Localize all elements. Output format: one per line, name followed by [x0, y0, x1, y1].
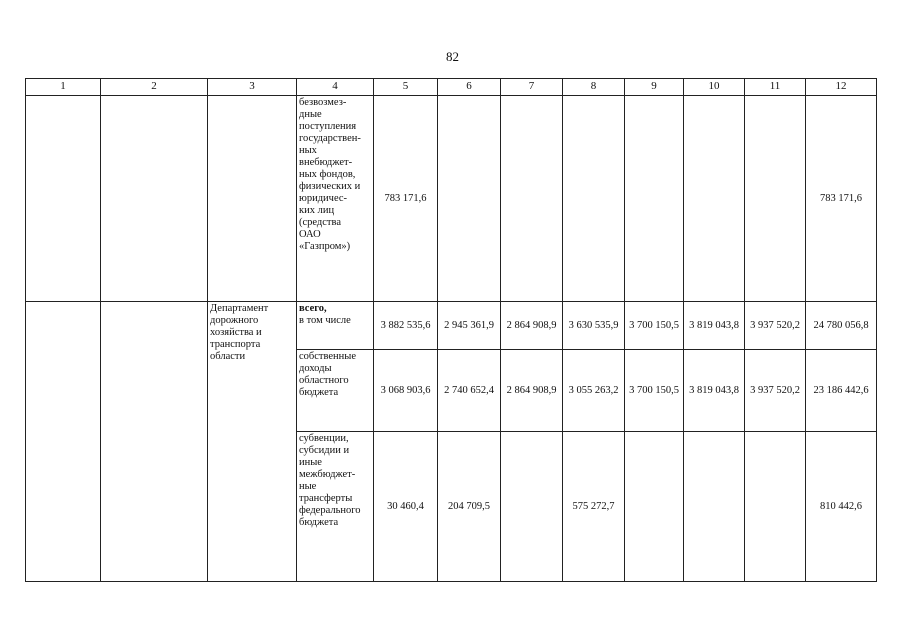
column-header: 3: [208, 79, 297, 96]
total-label: всего,: [299, 303, 327, 314]
value-cell: [684, 96, 745, 302]
column-header: 8: [563, 79, 625, 96]
cell-col2: [101, 302, 208, 582]
funding-source-cell: [297, 302, 374, 350]
total-value-cell: 23 186 442,6: [806, 350, 877, 432]
value-cell: [501, 96, 563, 302]
funding-source-text: собственные доходы областного бюджета: [299, 351, 357, 398]
funding-source-cell: [297, 350, 374, 432]
value-cell: 3 068 903,6: [374, 350, 438, 432]
value-cell: 783 171,6: [374, 96, 438, 302]
table-row: [26, 302, 877, 350]
value-cell: 2 945 361,9: [438, 302, 501, 350]
column-header: 11: [745, 79, 806, 96]
department-name: Департамент дорожного хозяйства и транспорта области: [210, 303, 269, 362]
total-value-cell: 24 780 056,8: [806, 302, 877, 350]
value-cell: [563, 96, 625, 302]
value-cell: 3 700 150,5: [625, 350, 684, 432]
total-value-cell: 783 171,6: [806, 96, 877, 302]
value-cell: [625, 96, 684, 302]
value-cell: 3 937 520,2: [745, 302, 806, 350]
column-header: 1: [26, 79, 101, 96]
value-cell: 2 864 908,9: [501, 350, 563, 432]
value-cell: 2 740 652,4: [438, 350, 501, 432]
funding-source-text: субвенции, субсидии и иные межбюджет- ные трансферты федерального бюджета: [299, 433, 361, 528]
value-cell: 3 819 043,8: [684, 302, 745, 350]
value-cell: [684, 432, 745, 582]
column-header: 10: [684, 79, 745, 96]
column-header: 4: [297, 79, 374, 96]
department-cell: [208, 302, 297, 582]
table-row: [26, 96, 877, 302]
budget-table: [25, 78, 877, 582]
value-cell: 204 709,5: [438, 432, 501, 582]
value-cell: 3 700 150,5: [625, 302, 684, 350]
cell-col1: [26, 302, 101, 582]
cell-col2: [101, 96, 208, 302]
value-cell: 2 864 908,9: [501, 302, 563, 350]
value-cell: 3 055 263,2: [563, 350, 625, 432]
cell-col3: [208, 96, 297, 302]
value-cell: 3 630 535,9: [563, 302, 625, 350]
cell-col1: [26, 96, 101, 302]
value-cell: [745, 96, 806, 302]
funding-source-text: безвозмез- дные поступления государствен- ных внебюджет- ных фондов, физических и юридичес- ких лиц (средства ОАО «Газпром»): [299, 97, 361, 252]
including-label: в том числе: [299, 315, 351, 326]
value-cell: 3 882 535,6: [374, 302, 438, 350]
column-header: 5: [374, 79, 438, 96]
page-number: 82: [446, 49, 459, 64]
funding-source-cell: [297, 96, 374, 302]
total-value-cell: 810 442,6: [806, 432, 877, 582]
value-cell: [625, 432, 684, 582]
value-cell: 3 937 520,2: [745, 350, 806, 432]
value-cell: 575 272,7: [563, 432, 625, 582]
value-cell: [438, 96, 501, 302]
value-cell: 3 819 043,8: [684, 350, 745, 432]
value-cell: [745, 432, 806, 582]
funding-source-cell: [297, 432, 374, 582]
value-cell: [501, 432, 563, 582]
column-header: 9: [625, 79, 684, 96]
column-header: 2: [101, 79, 208, 96]
column-header: 7: [501, 79, 563, 96]
header-row: [26, 79, 877, 96]
value-cell: 30 460,4: [374, 432, 438, 582]
column-header: 6: [438, 79, 501, 96]
column-header: 12: [806, 79, 877, 96]
